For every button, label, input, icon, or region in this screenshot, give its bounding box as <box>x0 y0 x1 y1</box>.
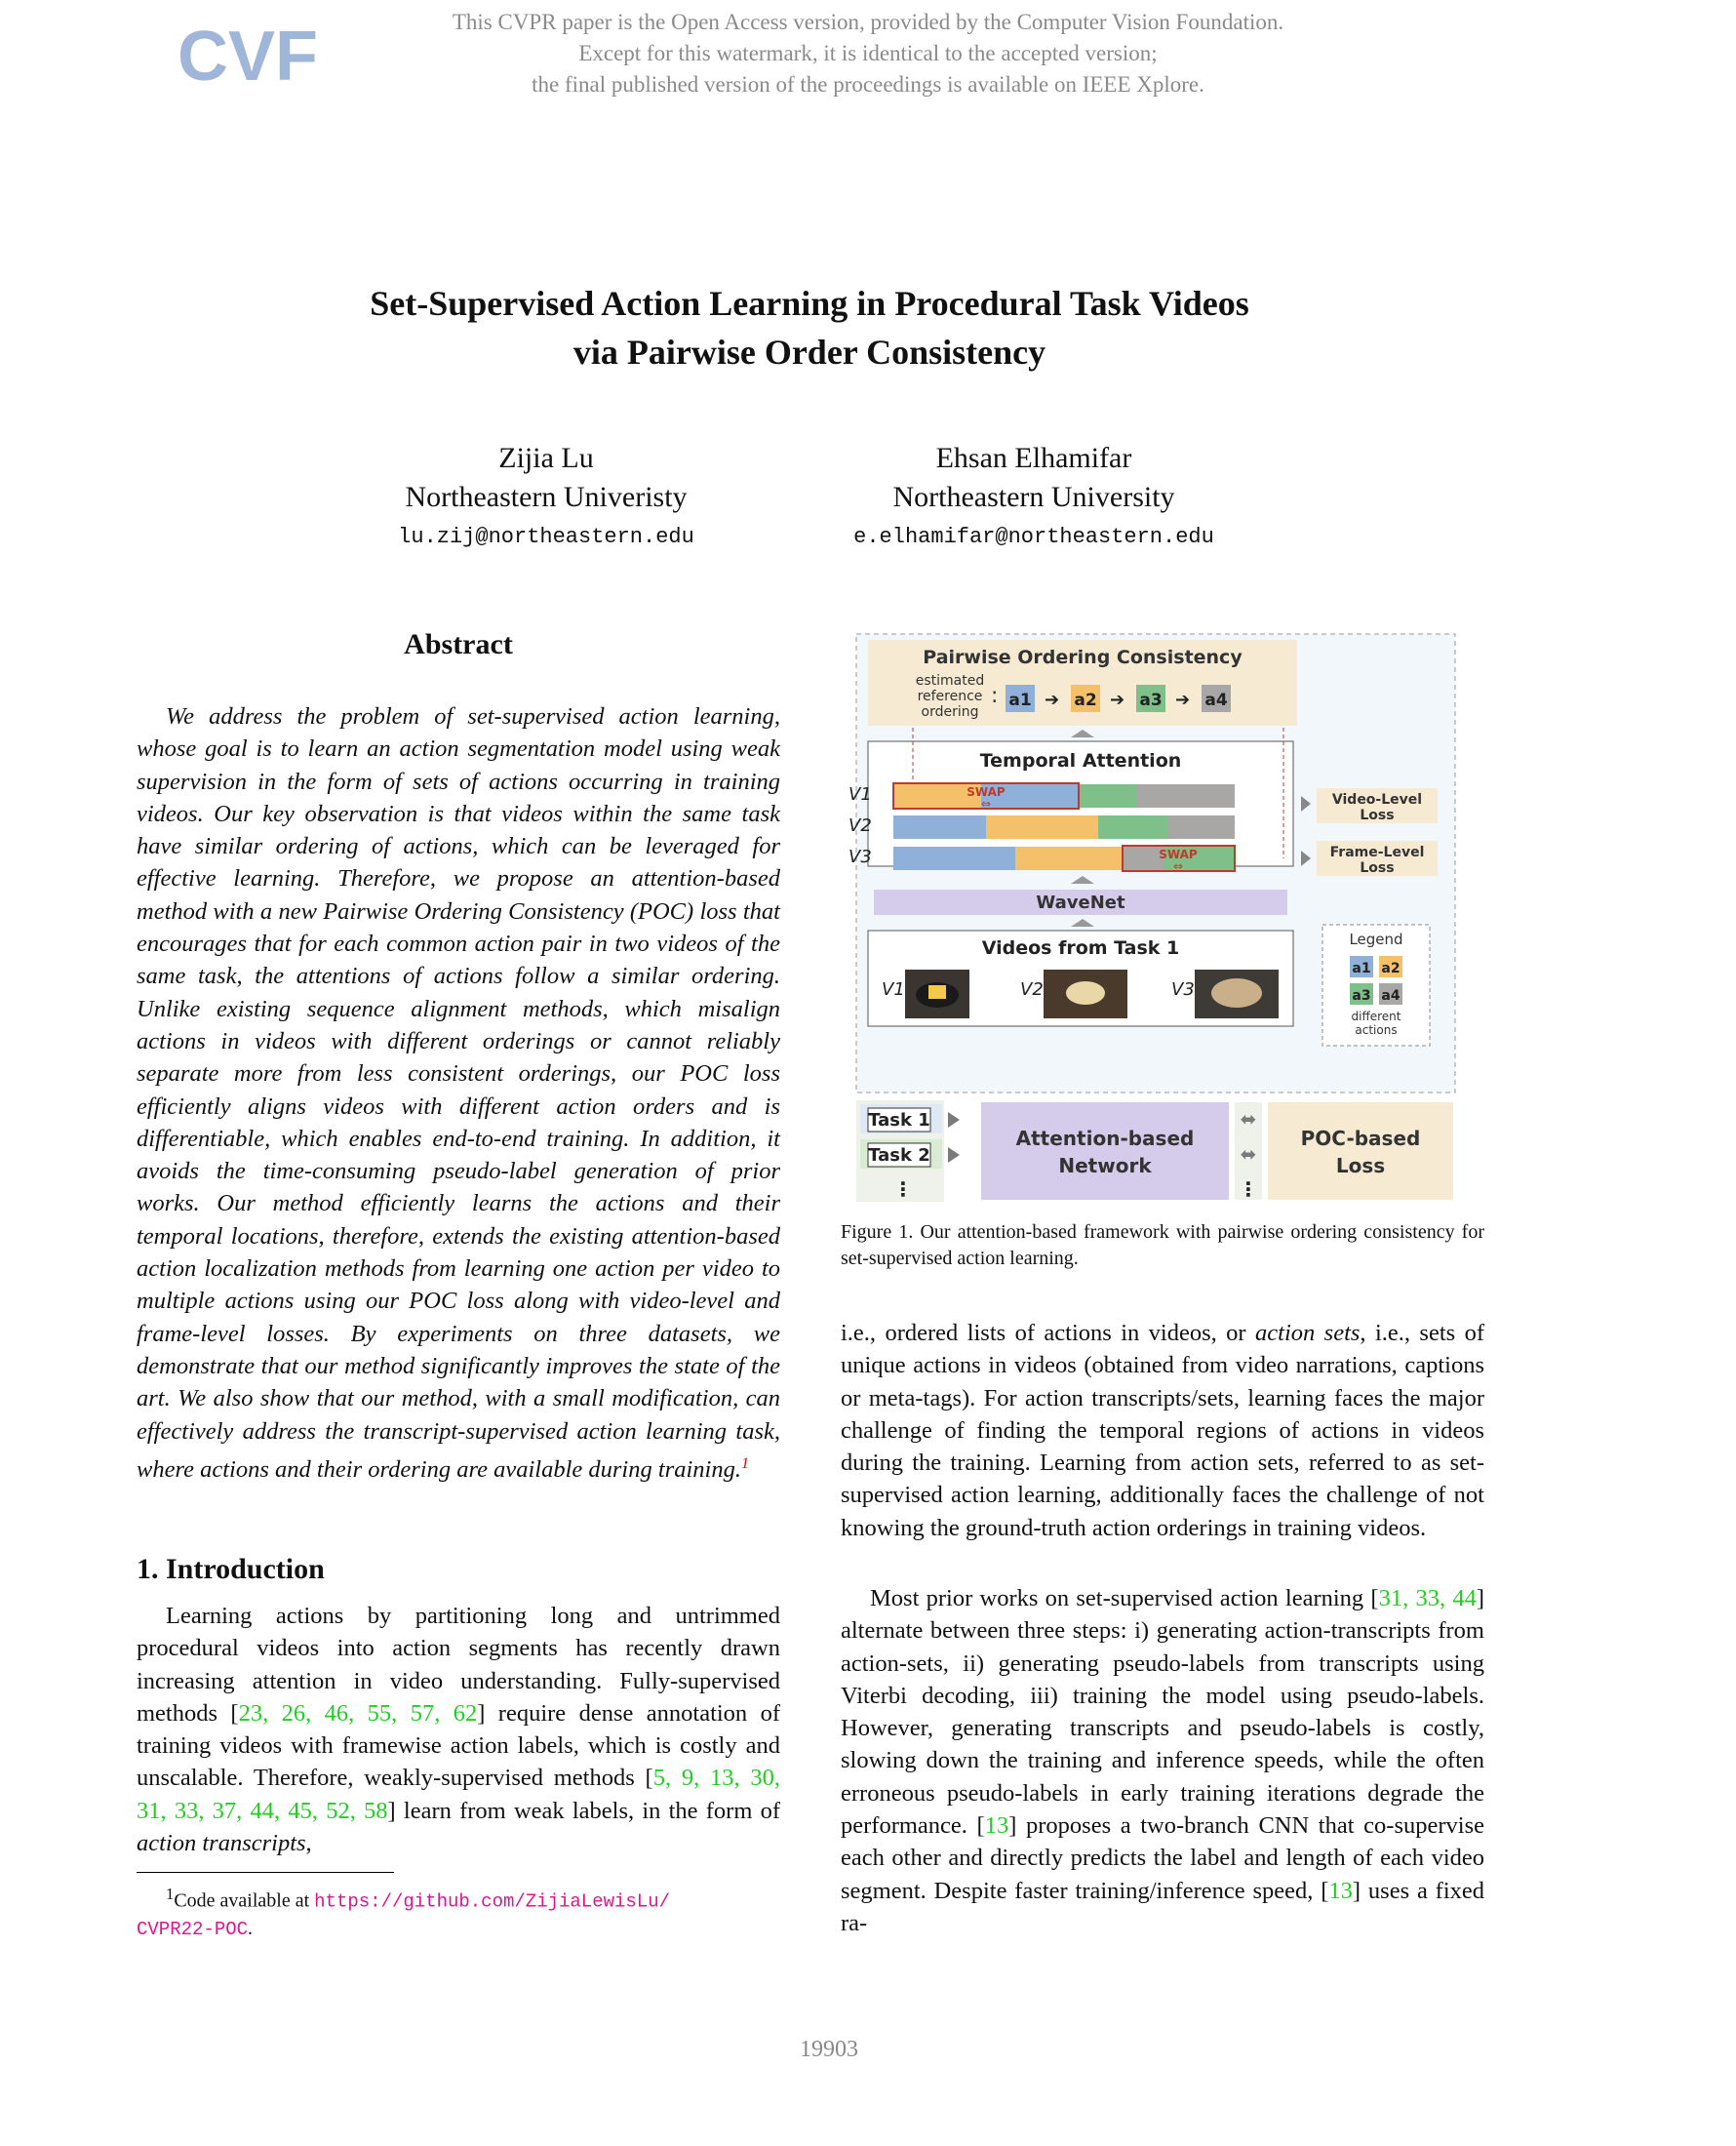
right2-text-b: ] alternate between three steps: i) generating action-transcripts from action-sets, ii) generating pseudo-labels from transcripts using Viterbi decoding, iii) training the model using pseudo-labels. However, generating transcripts and pseudo-labels is costly, slowing down the training and inference speeds, while the often erroneous pseudo-labels in early training iterations degrade the performance. [ <box>841 1585 1484 1840</box>
pancake-shape <box>1066 981 1105 1005</box>
v2-segment-a1 <box>893 815 986 839</box>
poc-loss-box <box>1268 1102 1453 1200</box>
action-a4-label: a4 <box>1204 691 1228 710</box>
right2-text-c: ] proposes a two-branch CNN that co-supervise each other and directly predicts the label and length of each video segment. Despite faster training/inference speed, [ <box>841 1812 1484 1904</box>
temporal-attention-title: Temporal Attention <box>979 750 1182 772</box>
author-2 <box>819 439 1248 549</box>
legend-note-2: actions <box>1355 1023 1398 1037</box>
paper-title <box>0 279 1619 377</box>
v3-segment-a1 <box>893 847 1015 870</box>
author-email: lu.zij@northeastern.edu <box>398 525 694 549</box>
footnote <box>137 1881 780 1943</box>
footnote-rule <box>137 1872 394 1873</box>
arrow-icon: ➔ <box>1045 690 1060 710</box>
intro-heading: 1. Introduction <box>137 1553 325 1585</box>
arrow-right-icon <box>948 1147 960 1163</box>
intro-emphasis: action transcripts <box>137 1830 306 1857</box>
action-a2-label: a2 <box>1074 691 1097 710</box>
citation-link[interactable]: 13 <box>1328 1877 1353 1904</box>
network-line2: Network <box>1058 1154 1152 1177</box>
legend-title: Legend <box>1349 931 1403 948</box>
network-line1: Attention-based <box>1015 1127 1195 1150</box>
legend-a2-label: a2 <box>1381 961 1401 976</box>
v3-swap-label: SWAP <box>1159 848 1198 861</box>
author-name: Zijia Lu <box>498 442 594 474</box>
pancake-shape <box>1211 978 1262 1008</box>
poc-loss-line2: Loss <box>1335 1154 1386 1177</box>
wavenet-label: WaveNet <box>1036 893 1125 913</box>
right2-text-d: ] uses a fixed ra- <box>841 1877 1485 1936</box>
v3-segment-a2 <box>1015 847 1123 870</box>
v1-swap-label: SWAP <box>967 785 1006 799</box>
page-number: 19903 <box>800 2037 858 2062</box>
right-emphasis: action sets <box>1255 1320 1361 1346</box>
action-a1-label: a1 <box>1008 691 1032 710</box>
intro-text-a: Learning actions by partitioning long and untrimmed procedural videos into action segments has recently drawn increasing attention in video understanding. Fully-supervised methods [ <box>137 1603 780 1727</box>
thumb-v2-label: V2 <box>1020 979 1044 1000</box>
arrow-right-icon <box>948 1112 960 1128</box>
colon-glyph: : <box>991 684 999 708</box>
intro-paragraph <box>137 1600 780 1859</box>
footnote-mark: 1 <box>166 1885 175 1903</box>
arrow-icon: ➔ <box>1175 690 1191 710</box>
v1-segment-a4 <box>1137 784 1235 808</box>
cvf-logo-text: CVF <box>178 18 318 96</box>
task1-label: Task 1 <box>868 1110 930 1131</box>
intro-text-b: ] require dense annotation of training videos with framewise action labels, which is costly and unscalable. Therefore, weakly-supervised methods [ <box>137 1699 780 1792</box>
intro-text-c: ] learn from weak labels, in the form of <box>387 1797 781 1824</box>
citation-link[interactable]: 5, 9, 13, 30, 31, 33, 37, 44, 45, 52, 58 <box>137 1765 780 1824</box>
ref-label-2: reference <box>917 689 983 704</box>
poc-title: Pairwise Ordering Consistency <box>923 647 1243 668</box>
video-v1-label: V1 <box>848 784 872 805</box>
network-box <box>981 1102 1229 1200</box>
bidirectional-arrow-icon: ⬌ <box>1240 1142 1257 1166</box>
legend-a3-label: a3 <box>1352 988 1371 1004</box>
footnote-ref[interactable]: 1 <box>740 1454 749 1472</box>
more-tasks-icon: ⋮ <box>893 1177 913 1201</box>
code-link[interactable]: https://github.com/ZijiaLewisLu/ <box>314 1890 671 1913</box>
footnote-end: . <box>248 1917 254 1939</box>
footnote-text: Code available at <box>174 1889 315 1912</box>
action-a3-label: a3 <box>1139 691 1163 710</box>
poc-loss-line1: POC-based <box>1300 1127 1421 1150</box>
v3-segment-a4 <box>1123 847 1164 870</box>
ref-label-3: ordering <box>921 704 979 720</box>
ref-label-1: estimated <box>915 673 985 689</box>
frame-loss-line2: Loss <box>1360 860 1395 876</box>
right-paragraph-1 <box>841 1317 1484 1544</box>
abstract-text: We address the problem of set-supervised action learning, whose goal is to learn an action segmentation model using weak supervision in the form of sets of actions occurring in training videos. Our key observation is that videos within the same task have similar ordering of actions, which can be leveraged for effective learning. Therefore, we propose an attention-based method with a new Pairwise Ordering Consistency (POC) loss that encourages that for each common action pair in two videos of the same task, the attentions of actions follow a similar ordering. Unlike existing sequence alignment methods, which misalign actions in videos with different orderings or cannot reliably separate more from less consistent orderings, our POC loss efficiently aligns videos with different action orders and is differentiable, which enables end-to-end training. In addition, it avoids the time-consuming pseudo-label generation of prior works. Our method efficiently learns the actions and their temporal locations, therefore, extends the existing attention-based action localization methods from learning one action per video to multiple actions using our POC loss along with video-level and frame-level losses. By experiments on three datasets, we demonstrate that our method significantly improves the state of the art. We also show that our method, with a small modification, can effectively address the transcript-supervised action learning task, where actions and their ordering are available during training. <box>137 703 780 1483</box>
right-text-a: i.e., ordered lists of actions in videos, or <box>841 1320 1256 1346</box>
citation-link[interactable]: 23, 26, 46, 55, 57, 62 <box>238 1699 478 1727</box>
legend-a4-label: a4 <box>1381 988 1401 1004</box>
video-loss-line1: Video-Level <box>1331 792 1423 808</box>
title-line-1: Set-Supervised Action Learning in Procedural Task Videos <box>370 284 1249 323</box>
author-name: Ehsan Elhamifar <box>935 442 1132 474</box>
author-affiliation: Northeastern University <box>892 481 1175 513</box>
abstract-body <box>137 700 780 1486</box>
thumb-v3-label: V3 <box>1171 979 1195 1000</box>
v1-segment-a3 <box>1079 784 1137 808</box>
author-affiliation: Northeastern Univeristy <box>405 481 688 513</box>
food-shape <box>928 985 946 999</box>
v2-segment-a2 <box>986 815 1098 839</box>
watermark-line-3: the final published version of the proceedings is available on IEEE Xplore. <box>532 72 1204 97</box>
legend-a1-label: a1 <box>1352 961 1371 976</box>
more-icon: ⋮ <box>1239 1177 1258 1201</box>
video-loss-line2: Loss <box>1360 808 1395 823</box>
task2-label: Task 2 <box>868 1145 930 1166</box>
swap-icon: ⇔ <box>980 797 992 811</box>
v2-segment-a4 <box>1168 815 1235 839</box>
watermark-line-1: This CVPR paper is the Open Access version, provided by the Computer Vision Foundation. <box>452 10 1284 34</box>
thumb-v1-label: V1 <box>882 979 905 1000</box>
author-1 <box>351 439 741 549</box>
right2-text-a: Most prior works on set-supervised action learning [ <box>870 1585 1379 1611</box>
video-v2-label: V2 <box>848 815 872 836</box>
v2-segment-a3 <box>1098 815 1168 839</box>
title-line-2: via Pairwise Order Consistency <box>572 333 1046 372</box>
right-text-b: , i.e., sets of unique actions in videos (obtained from video narrations, captions or meta-tags). For action transcripts/sets, learning faces the major challenge of finding the temporal regions of actions in videos during the training. Learning from action sets, referred to as set-supervised action learning, additionally faces the challenge of not knowing the ground-truth action orderings in training videos. <box>841 1320 1484 1541</box>
intro-text-d: , <box>305 1830 312 1857</box>
figure-1 <box>848 632 1465 1204</box>
citation-link[interactable]: 31, 33, 44 <box>1378 1585 1477 1611</box>
frame-loss-line1: Frame-Level <box>1329 845 1425 860</box>
watermark-line-2: Except for this watermark, it is identical to the accepted version; <box>578 41 1158 65</box>
arrow-icon: ➔ <box>1110 690 1125 710</box>
citation-link[interactable]: 13 <box>984 1812 1009 1840</box>
author-email: e.elhamifar@northeastern.edu <box>853 525 1214 549</box>
swap-icon: ⇔ <box>1172 859 1184 873</box>
bidirectional-arrow-icon: ⬌ <box>1240 1107 1257 1131</box>
legend-note-1: different <box>1351 1010 1401 1023</box>
video-v3-label: V3 <box>848 847 872 867</box>
caption-text: Our attention-based framework with pairwise ordering consistency for set-supervised action learning. <box>841 1221 1485 1269</box>
caption-label: Figure 1. <box>841 1221 914 1243</box>
figure-caption <box>841 1219 1484 1272</box>
videos-from-task-title: Videos from Task 1 <box>981 937 1180 959</box>
abstract-heading: Abstract <box>404 628 513 660</box>
right-paragraph-2 <box>841 1582 1484 1939</box>
code-link-cont[interactable]: CVPR22-POC <box>137 1918 249 1940</box>
